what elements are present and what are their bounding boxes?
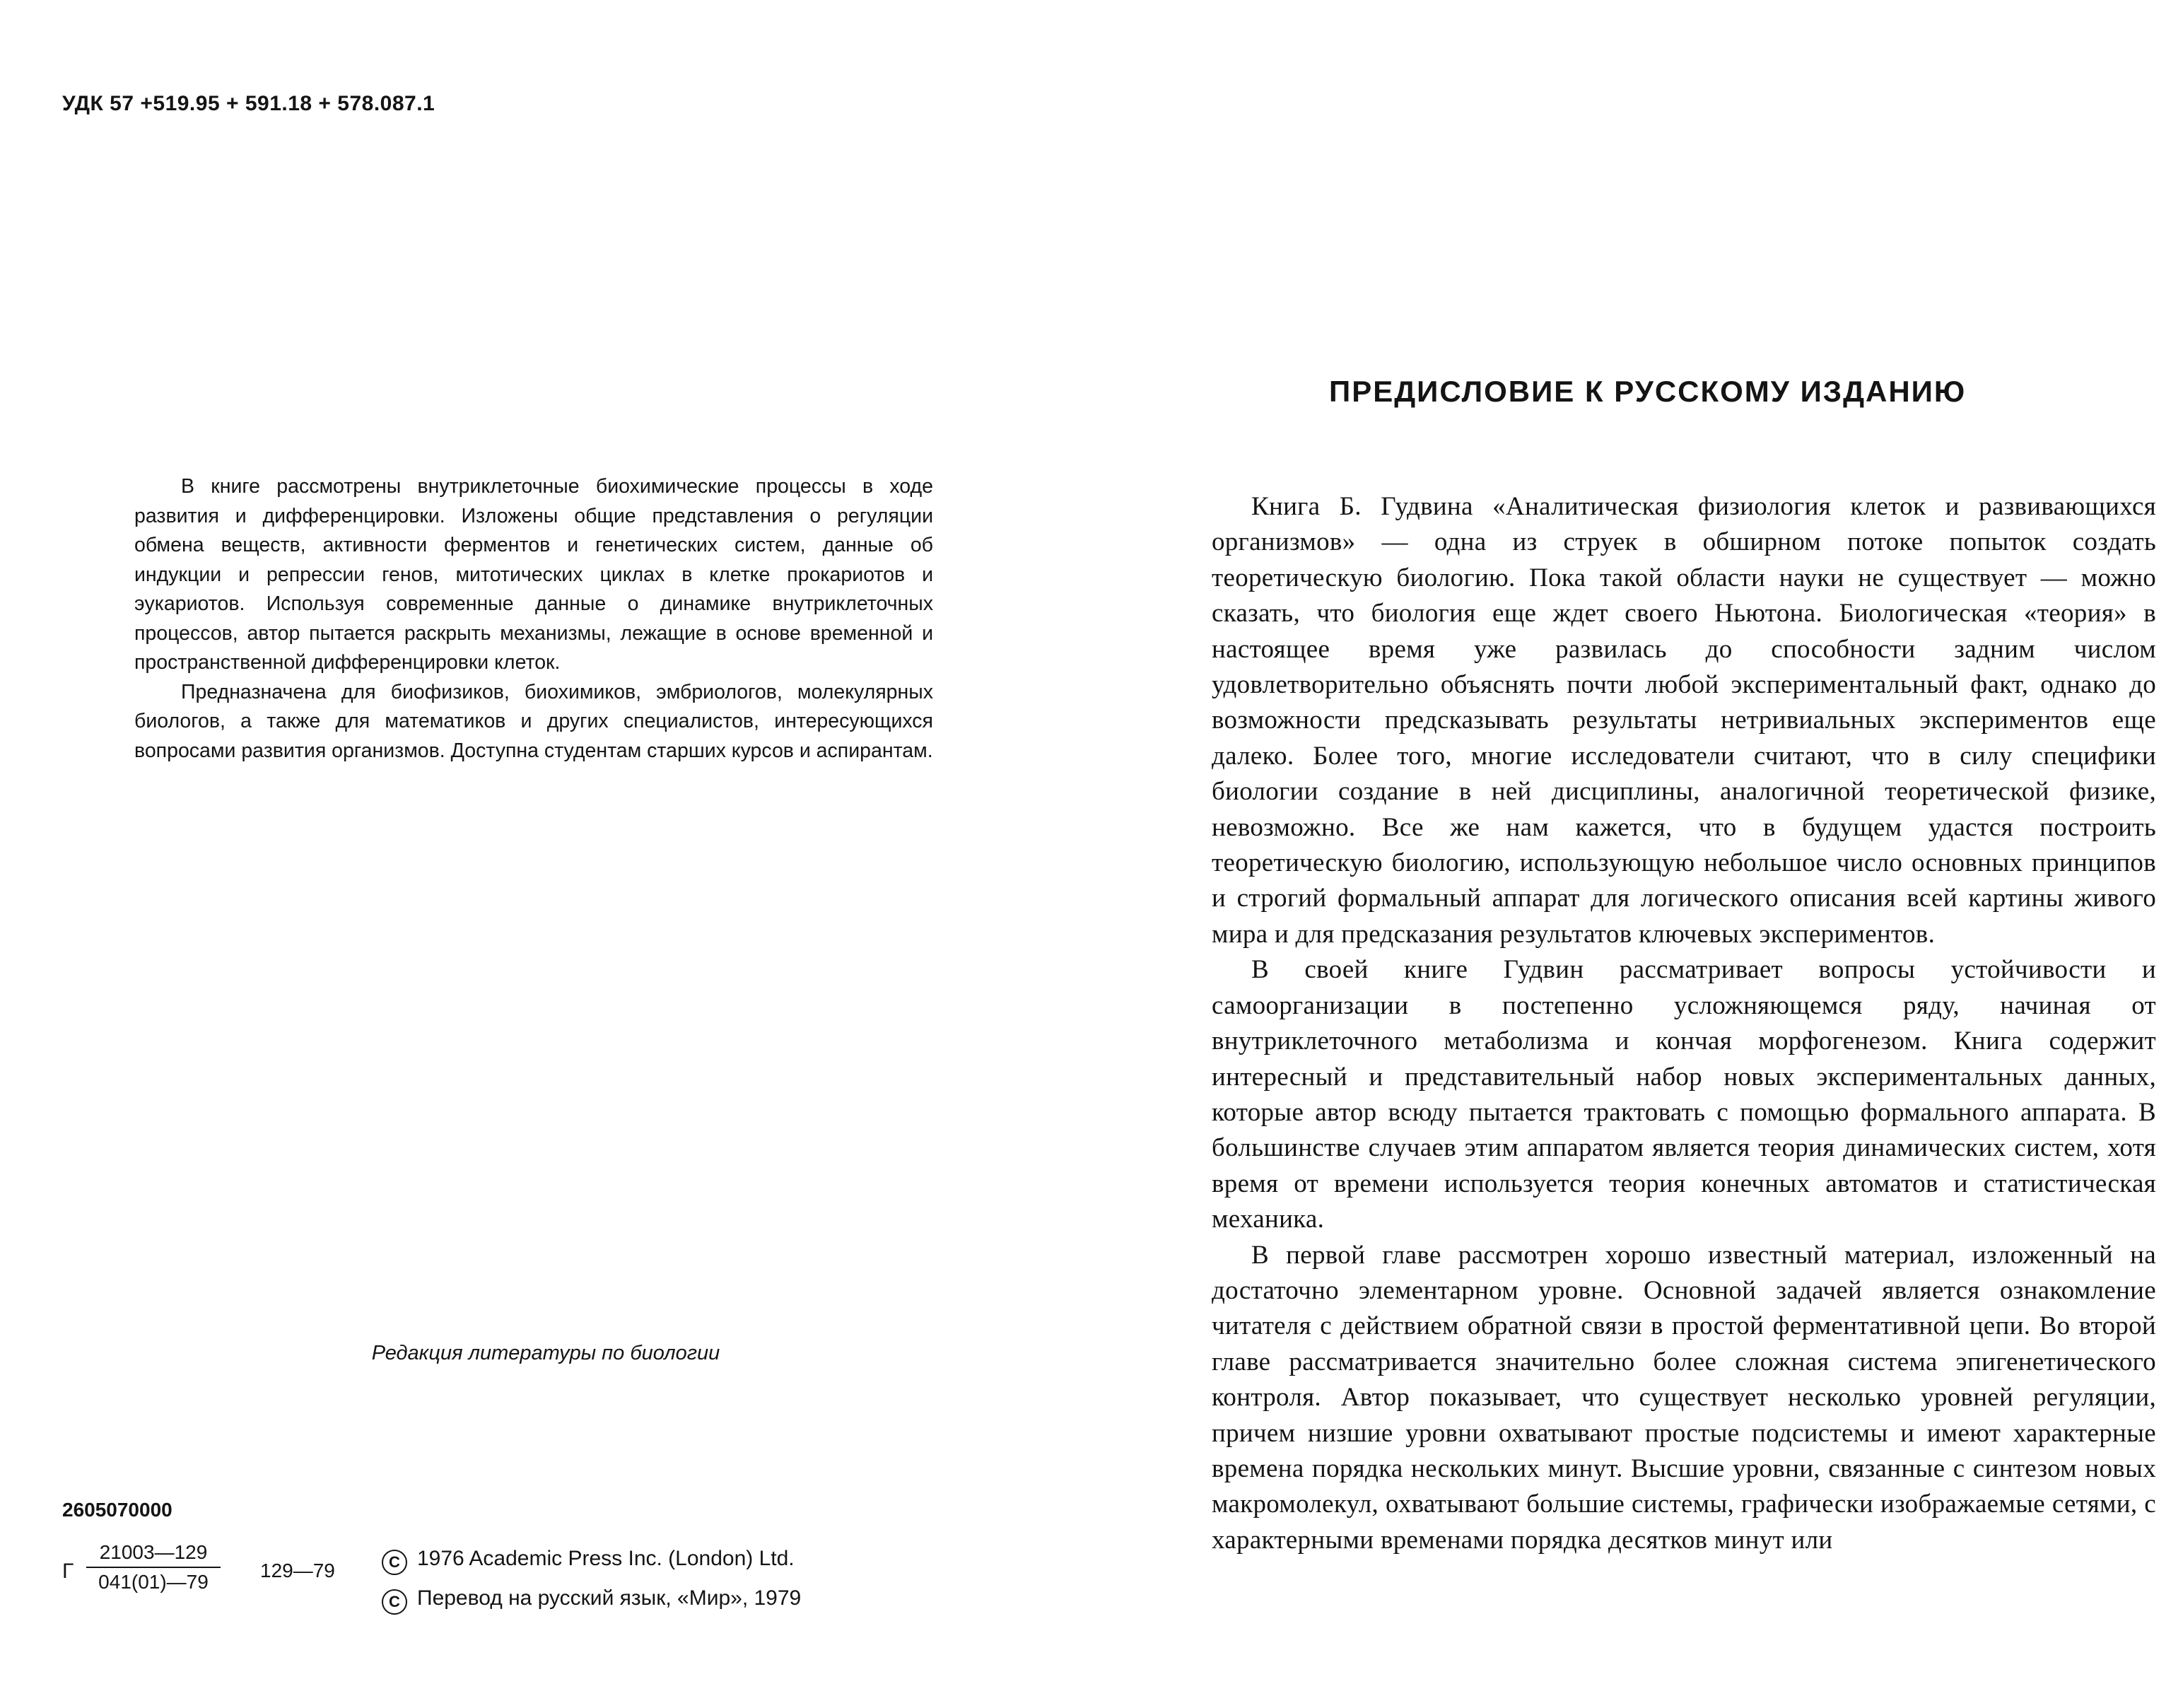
copyright-original-text: 1976 Academic Press Inc. (London) Ltd. [417, 1547, 795, 1570]
editorial-office: Редакция литературы по биологии [371, 1342, 720, 1364]
copyright-icon: C [382, 1550, 407, 1575]
copyright-translation [382, 1586, 801, 1615]
preface-paragraph: В первой главе рассмотрен хорошо известный материал, изложенный на достаточно элементарном уровне. Основной задачей является ознакомление читателя с действием обратной связи в простой ферментативной цепи. Во второй главе рассматривается значительно более сложная система эпигенетического контроля. Автор показывает, что существует несколько уровней регуляции, причем низшие уровни охватывают простые подсистемы и имеют характерные времена порядка нескольких минут. Высшие уровни, связанные с синтезом новых макромолекул, охватывают большие системы, графически изображаемые сетями, с характерными временами порядка десятков минут или [1212, 1240, 2156, 1555]
udk-index: УДК 57 +519.95 + 591.18 + 578.087.1 [62, 92, 435, 115]
classifier-denominator: 041(01)—79 [98, 1571, 209, 1593]
copyright-translation-text: Перевод на русский язык, «Мир», 1979 [417, 1586, 802, 1610]
preface-title: ПРЕДИСЛОВИЕ К РУССКОМУ ИЗДАНИЮ [1329, 375, 1967, 408]
right-page [1092, 0, 2183, 1708]
classifier-fraction [86, 1541, 221, 1593]
annotation-paragraph: Предназначена для биофизиков, биохимиков, эмбриологов, молекулярных биологов, а также для математиков и других специалистов, интересующихся вопросами развития организмов. Доступна студентам старших курсов и аспирантам. [134, 680, 933, 762]
classifier-issue: 129—79 [260, 1560, 335, 1581]
book-annotation [134, 472, 933, 766]
classifier-letter: Г [62, 1560, 74, 1583]
classifier-numerator: 21003—129 [86, 1541, 221, 1568]
book-code-number: 2605070000 [62, 1499, 172, 1521]
annotation-paragraph: В книге рассмотрены внутриклеточные биохимические процессы в ходе развития и дифференцировки. Изложены общие представления о регуляции обмена веществ, активности ферментов и генетических систем, данные об индукции и репрессии генов, митотических циклах в клетке прокариотов и эукариотов. Используя современные данные о динамике внутриклеточных процессов, автор пытается раскрыть механизмы, лежащие в основе временной и пространственной дифференцировки клеток. [134, 475, 933, 674]
preface-body [1212, 489, 2156, 1558]
copyright-icon: C [382, 1589, 407, 1615]
copyright-original [382, 1547, 795, 1575]
preface-paragraph: Книга Б. Гудвина «Аналитическая физиология клеток и развивающихся организмов» — одна из струек в обширном потоке попыток создать теоретическую биологию. Пока такой области науки не существует — можно сказать, что биология еще ждет своего Ньютона. Биологическая «теория» в настоящее время уже развилась до способности задним числом удовлетворительно объяснять почти любой экспериментальный факт, однако до возможности предсказывать результаты нетривиальных экспериментов еще далеко. Более того, многие исследователи считают, что в силу специфики биологии создание в ней дисциплины, аналогичной теоретической физике, невозможно. Все же нам кажется, что в будущем удастся построить теоретическую биологию, использующую небольшое число основных принципов и строгий формальный аппарат для логического описания всей картины живого мира и для предсказания результатов ключевых экспериментов. [1212, 492, 2156, 949]
preface-paragraph: В своей книге Гудвин рассматривает вопросы устойчивости и самоорганизации в постепенно усложняющемся ряду, начиная от внутриклеточного метаболизма и кончая морфогенезом. Книга содержит интересный и представительный набор новых экспериментальных данных, которые автор всюду пытается трактовать с помощью формального аппарата. В большинстве случаев этим аппаратом является теория динамических систем, хотя время от времени используется теория конечных автоматов и статистическая механика. [1212, 955, 2156, 1234]
